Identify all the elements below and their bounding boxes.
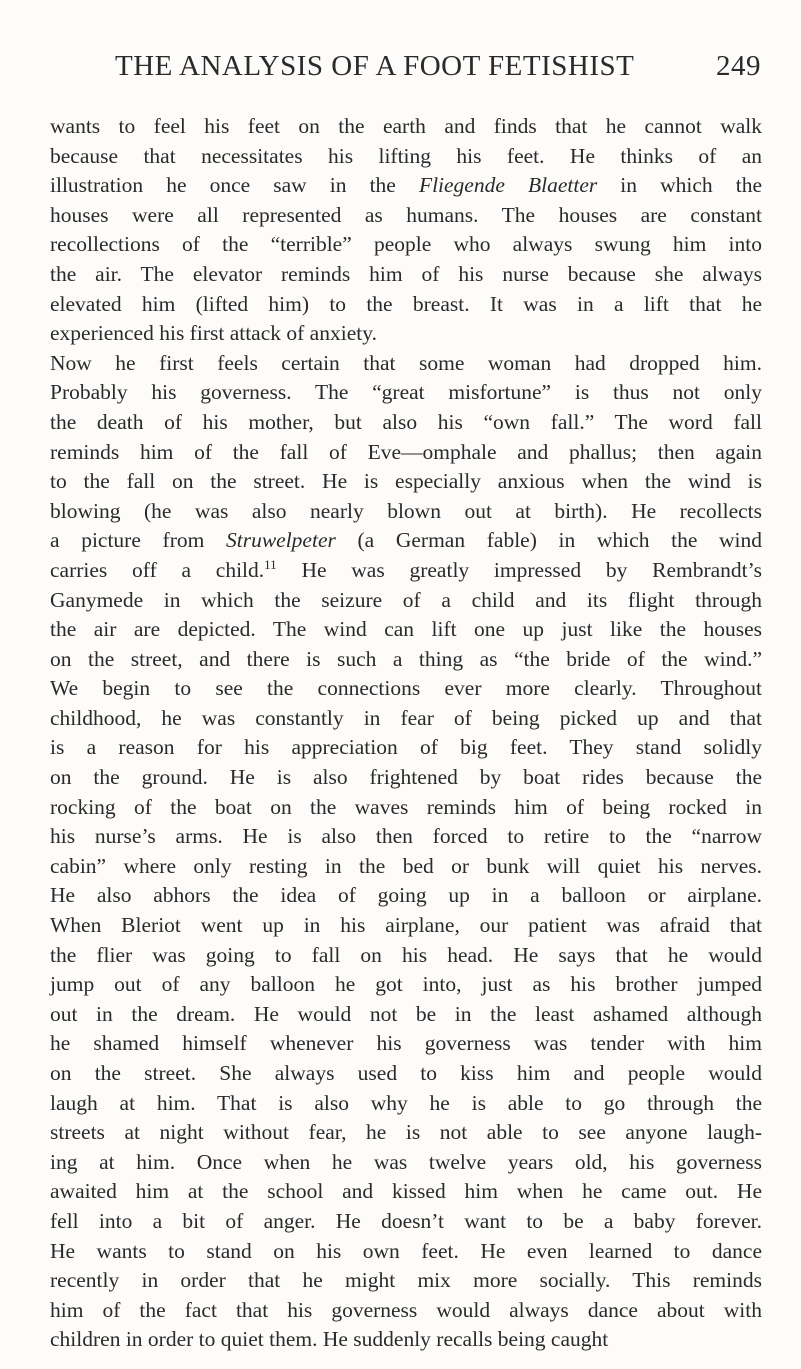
text-segment: because that necessitates his lifting his feet. He thinks of an bbox=[50, 143, 762, 168]
text-segment: he shamed himself whenever his governess was tender with him bbox=[50, 1031, 762, 1056]
text-segment: Now he first feels certain that some woman had dropped him. bbox=[50, 350, 762, 375]
text-segment: in which the bbox=[597, 173, 762, 198]
running-title: THE ANALYSIS OF A FOOT FETISHIST bbox=[115, 50, 635, 82]
text-segment: jump out of any balloon he got into, just as his brother jumped bbox=[50, 972, 762, 997]
text-line bbox=[50, 408, 762, 438]
text-line bbox=[50, 881, 762, 911]
text-segment: to the fall on the street. He is especially anxious when the wind is bbox=[50, 469, 762, 494]
text-segment: the air are depicted. The wind can lift one up just like the houses bbox=[50, 617, 762, 642]
text-segment: the death of his mother, but also his “own fall.” The word fall bbox=[50, 409, 762, 434]
text-segment: childhood, he was constantly in fear of being picked up and that bbox=[50, 705, 762, 730]
text-segment: He wants to stand on his own feet. He even learned to dance bbox=[50, 1238, 762, 1263]
text-segment: awaited him at the school and kissed him when he came out. He bbox=[50, 1179, 762, 1204]
text-segment: streets at night without fear, he is not able to see anyone laugh- bbox=[50, 1120, 762, 1145]
text-segment: fell into a bit of anger. He doesn’t want to be a baby forever. bbox=[50, 1208, 762, 1233]
text-segment: on the street, and there is such a thing as “the bride of the wind.” bbox=[50, 646, 762, 671]
text-segment: cabin” where only resting in the bed or bunk will quiet his nerves. bbox=[50, 853, 762, 878]
text-line bbox=[50, 260, 762, 290]
text-line bbox=[50, 674, 762, 704]
text-segment: blowing (he was also nearly blown out at birth). He recollects bbox=[50, 498, 762, 523]
text-segment: elevated him (lifted him) to the breast. It was in a lift that he bbox=[50, 291, 762, 316]
text-segment: recollections of the “terrible” people who always swung him into bbox=[50, 232, 762, 257]
text-segment: illustration he once saw in the bbox=[50, 173, 419, 198]
page-number: 249 bbox=[716, 50, 761, 82]
italic-title: Struwelpeter bbox=[225, 528, 336, 553]
text-line bbox=[50, 349, 762, 379]
text-line bbox=[50, 1325, 762, 1355]
text-segment: reminds him of the fall of Eve—omphale and phallus; then again bbox=[50, 439, 762, 464]
text-segment: the air. The elevator reminds him of his nurse because she always bbox=[50, 261, 762, 286]
text-segment: Probably his governess. The “great misfortune” is thus not only bbox=[50, 380, 762, 405]
text-line bbox=[50, 1000, 762, 1030]
text-line bbox=[50, 201, 762, 231]
text-segment: He was greatly impressed by Rembrandt’s bbox=[276, 557, 762, 582]
text-segment: ing at him. Once when he was twelve years old, his governess bbox=[50, 1149, 762, 1174]
text-segment: out in the dream. He would not be in the least ashamed although bbox=[50, 1001, 762, 1026]
text-segment: We begin to see the connections ever more clearly. Throughout bbox=[50, 676, 762, 701]
text-line bbox=[50, 645, 762, 675]
text-line bbox=[50, 1237, 762, 1267]
text-segment: houses were all represented as humans. The houses are constant bbox=[50, 202, 762, 227]
text-line bbox=[50, 497, 762, 527]
text-line bbox=[50, 822, 762, 852]
text-segment: recently in order that he might mix more socially. This reminds bbox=[50, 1268, 762, 1293]
body-text bbox=[50, 112, 762, 1355]
text-segment: wants to feel his feet on the earth and finds that he cannot walk bbox=[50, 114, 762, 138]
text-line bbox=[50, 378, 762, 408]
text-line bbox=[50, 556, 762, 586]
text-line bbox=[50, 615, 762, 645]
text-line bbox=[50, 319, 762, 349]
text-segment: on the ground. He is also frightened by boat rides because the bbox=[50, 765, 762, 790]
text-line bbox=[50, 733, 762, 763]
text-segment: laugh at him. That is also why he is able to go through the bbox=[50, 1090, 762, 1115]
text-line bbox=[50, 941, 762, 971]
text-line bbox=[50, 793, 762, 823]
text-segment: (a German fable) in which the wind bbox=[335, 528, 763, 553]
text-line bbox=[50, 1118, 762, 1148]
text-segment: rocking of the boat on the waves reminds him of being rocked in bbox=[50, 794, 762, 819]
text-line bbox=[50, 467, 762, 497]
text-line bbox=[50, 230, 762, 260]
italic-title: Fliegende Blaetter bbox=[418, 173, 598, 198]
text-segment: is a reason for his appreciation of big feet. They stand solidly bbox=[50, 735, 762, 760]
text-segment: When Bleriot went up in his airplane, our patient was afraid that bbox=[50, 913, 762, 938]
text-line bbox=[50, 171, 762, 201]
text-line bbox=[50, 704, 762, 734]
text-segment: He also abhors the idea of going up in a balloon or airplane. bbox=[50, 883, 762, 908]
text-line bbox=[50, 1207, 762, 1237]
text-line bbox=[50, 1296, 762, 1326]
text-segment: his nurse’s arms. He is also then forced to retire to the “narrow bbox=[50, 824, 762, 849]
text-segment: children in order to quiet them. He suddenly recalls being caught bbox=[50, 1327, 609, 1352]
text-line bbox=[50, 1059, 762, 1089]
text-line bbox=[50, 970, 762, 1000]
text-line bbox=[50, 1089, 762, 1119]
text-line bbox=[50, 1177, 762, 1207]
text-line bbox=[50, 1266, 762, 1296]
text-line bbox=[50, 438, 762, 468]
text-line bbox=[50, 1029, 762, 1059]
footnote-marker: 11 bbox=[264, 556, 277, 572]
text-line bbox=[50, 586, 762, 616]
text-line bbox=[50, 911, 762, 941]
text-line bbox=[50, 142, 762, 172]
text-segment: carries off a child. bbox=[50, 557, 265, 582]
text-line bbox=[50, 526, 762, 556]
text-line bbox=[50, 763, 762, 793]
text-segment: a picture from bbox=[50, 528, 226, 553]
running-head bbox=[115, 50, 761, 90]
text-line bbox=[50, 852, 762, 882]
text-line bbox=[50, 112, 762, 142]
text-segment: him of the fact that his governess would always dance about with bbox=[50, 1297, 762, 1322]
text-line bbox=[50, 1148, 762, 1178]
text-segment: the flier was going to fall on his head. He says that he would bbox=[50, 942, 762, 967]
text-line bbox=[50, 290, 762, 320]
text-segment: Ganymede in which the seizure of a child and its flight through bbox=[50, 587, 762, 612]
text-segment: on the street. She always used to kiss him and people would bbox=[50, 1061, 762, 1085]
text-segment: experienced his first attack of anxiety. bbox=[50, 321, 377, 346]
